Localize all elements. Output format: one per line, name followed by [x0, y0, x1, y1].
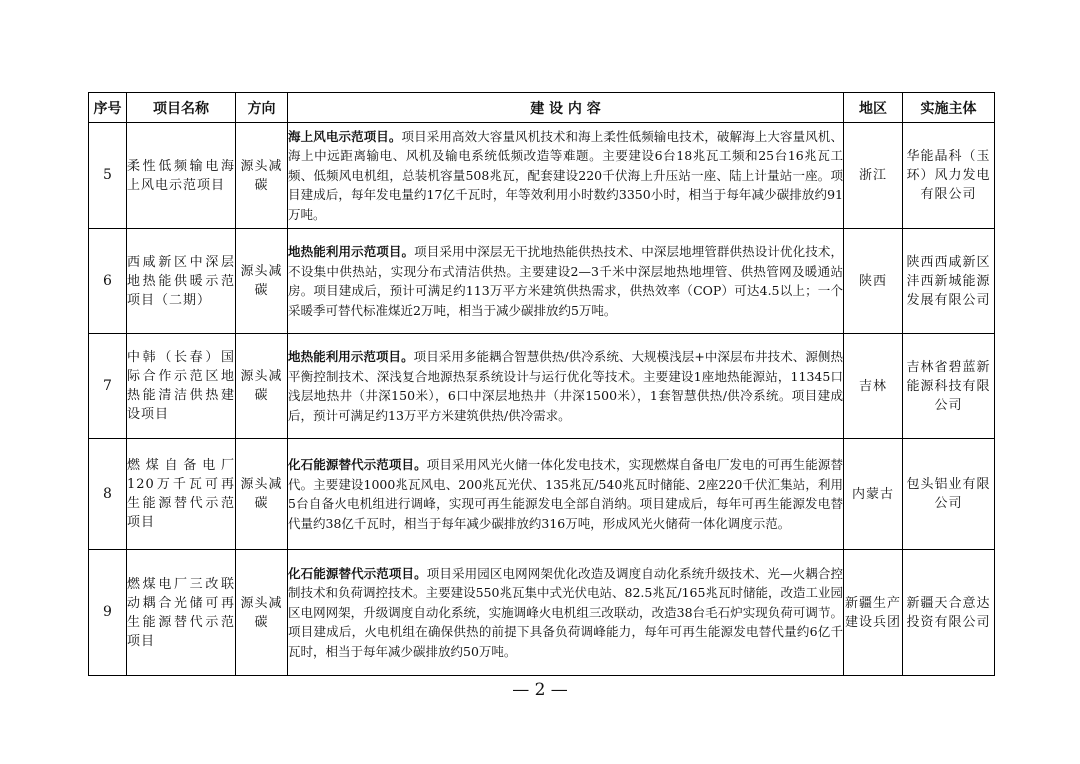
row-region: 浙江: [844, 123, 903, 229]
row-num: 5: [89, 123, 127, 229]
table-row: [89, 123, 995, 229]
row-entity: 陕西西咸新区沣西新城能源发展有限公司: [903, 229, 995, 334]
row-direction: 源头减碳: [236, 550, 288, 676]
row-content-cell: [288, 439, 844, 550]
row-direction: 源头减碳: [236, 229, 288, 334]
page-number: — 2 —: [512, 680, 568, 700]
row-content: 项目采用多能耦合智慧供热/供冷系统、大规模浅层+中深层布井技术、源侧热平衡控制技术、深浅复合地源热泵系统设计与运行优化等技术。主要建设1座地热能源站，11345口浅层地热井（井深150米），6口中深层地热井（井深1500米），1套智慧供热/供冷系统。项目建成后，预计可满足约13万平方米建筑供热/供冷需求。: [288, 349, 843, 423]
row-entity: 包头铝业有限公司: [903, 439, 995, 550]
header-num: 序号: [89, 93, 127, 123]
row-region: 吉林: [844, 334, 903, 439]
header-entity: 实施主体: [903, 93, 995, 123]
row-content: 项目采用高效大容量风机技术和海上柔性低频输电技术，破解海上大容量风机、海上中远距离输电、风机及输电系统低频改造等难题。主要建设6台18兆瓦工频和25台16兆瓦工频、低频风电机组，总装机容量508兆瓦，配套建设220千伏海上升压站一座、陆上计量站一座。项目建成后，每年发电量约17亿千瓦时，年等效利用小时数约3350小时，相当于每年减少碳排放约91万吨。: [288, 128, 843, 222]
row-entity: 吉林省碧蓝新能源科技有限公司: [903, 334, 995, 439]
header-region: 地区: [844, 93, 903, 123]
row-content-lead: 海上风电示范项目。: [288, 128, 402, 144]
row-name: 燃煤电厂三改联动耦合光储可再生能源替代示范项目: [127, 550, 236, 676]
row-num: 6: [89, 229, 127, 334]
row-content: 项目采用园区电网网架优化改造及调度自动化系统升级技术、光—火耦合控制技术和负荷调控技术。主要建设550兆瓦集中式光伏电站、82.5兆瓦/165兆瓦时储能，改造工业园区电网网架，升级调度自动化系统，实施调峰火电机组三改联动，改造38台毛石炉实现负荷可调节。项目建成后，火电机组在确保供热的前提下具备负荷调峰能力，每年可再生能源发电替代量约6亿千瓦时，相当于每年减少碳排放约50万吨。: [288, 565, 843, 659]
row-content-cell: [288, 229, 844, 334]
row-content-lead: 地热能利用示范项目。: [288, 349, 414, 364]
row-content-lead: 地热能利用示范项目。: [288, 244, 415, 259]
row-name: 柔性低频输电海上风电示范项目: [127, 123, 236, 229]
row-name: 中韩（长春）国际合作示范区地热能清洁供热建设项目: [127, 334, 236, 439]
row-name: 燃煤自备电厂120万千瓦可再生能源替代示范项目: [127, 439, 236, 550]
row-region: 内蒙古: [844, 439, 903, 550]
table-row: [89, 439, 995, 550]
row-entity: 新疆天合意达投资有限公司: [903, 550, 995, 676]
table-header-row: [89, 93, 995, 123]
row-num: 8: [89, 439, 127, 550]
row-num: 9: [89, 550, 127, 676]
row-content-cell: [288, 334, 844, 439]
row-entity: 华能晶科（玉环）风力发电有限公司: [903, 123, 995, 229]
row-region: 新疆生产建设兵团: [844, 550, 903, 676]
row-content-lead: 化石能源替代示范项目。: [288, 565, 427, 581]
row-region: 陕西: [844, 229, 903, 334]
row-content-cell: [288, 550, 844, 676]
row-content-lead: 化石能源替代示范项目。: [288, 457, 427, 472]
row-content-cell: [288, 123, 844, 229]
row-content: 项目采用中深层无干扰地热能供热技术、中深层地埋管群供热设计优化技术，不设集中供热站，实现分布式清洁供热。主要建设2—3千米中深层地热地埋管、供热管网及暖通站房。项目建成后，预计可满足约113万平方米建筑供热需求，供热效率（COP）可达4.5以上；一个采暖季可替代标准煤近2万吨，相当于减少碳排放约5万吨。: [288, 244, 843, 318]
table-row: [89, 229, 995, 334]
header-direction: 方向: [236, 93, 288, 123]
header-name: 项目名称: [127, 93, 236, 123]
project-table: [88, 92, 995, 676]
table-row: [89, 550, 995, 676]
header-content: 建 设 内 容: [288, 93, 844, 123]
row-content: 项目采用风光火储一体化发电技术，实现燃煤自备电厂发电的可再生能源替代。主要建设1000兆瓦风电、200兆瓦光伏、135兆瓦/540兆瓦时储能、2座220千伏汇集站，利用5台自备火电机组进行调峰，实现可再生能源发电全部自消纳。项目建成后，每年可再生能源发电替代量约38亿千瓦时，相当于每年减少碳排放约316万吨，形成风光火储荷一体化调度示范。: [288, 457, 843, 531]
row-direction: 源头减碳: [236, 123, 288, 229]
row-direction: 源头减碳: [236, 334, 288, 439]
row-name: 西咸新区中深层地热能供暖示范项目（二期）: [127, 229, 236, 334]
table-row: [89, 334, 995, 439]
row-direction: 源头减碳: [236, 439, 288, 550]
row-num: 7: [89, 334, 127, 439]
